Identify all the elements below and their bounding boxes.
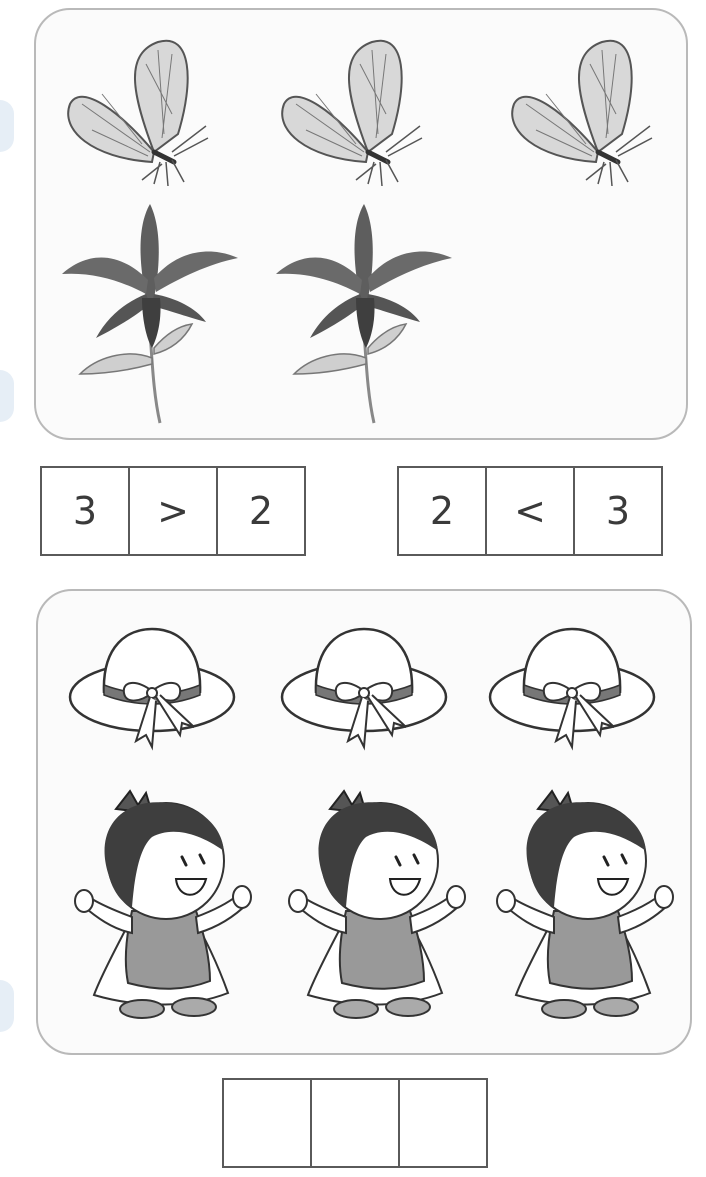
number-cell: 3 bbox=[72, 489, 98, 533]
number-cell: 2 bbox=[429, 489, 455, 533]
edge-decoration bbox=[0, 100, 14, 152]
answer-box[interactable] bbox=[310, 1080, 398, 1166]
number-cell: 2 bbox=[216, 468, 304, 554]
girl-icon bbox=[286, 787, 466, 1027]
butterfly-flower-panel bbox=[34, 8, 688, 440]
butterfly-icon bbox=[276, 34, 426, 194]
hat-icon bbox=[278, 623, 450, 753]
comparison-row bbox=[397, 466, 663, 556]
answer-box[interactable] bbox=[224, 1080, 310, 1166]
comparison-row bbox=[40, 466, 306, 556]
girl-icon bbox=[494, 787, 674, 1027]
girl-icon bbox=[72, 787, 252, 1027]
answer-row bbox=[222, 1078, 488, 1168]
flower-icon bbox=[270, 198, 460, 428]
edge-decoration bbox=[0, 980, 14, 1032]
edge-decoration bbox=[0, 370, 14, 422]
hat-icon bbox=[486, 623, 658, 753]
answer-box[interactable] bbox=[398, 1080, 486, 1166]
hat-girl-panel bbox=[36, 589, 692, 1055]
sign-cell: < bbox=[485, 468, 573, 554]
butterfly-icon bbox=[62, 34, 212, 194]
flower-icon bbox=[56, 198, 246, 428]
hat-icon bbox=[66, 623, 238, 753]
sign-cell: > bbox=[128, 468, 216, 554]
number-cell: 3 bbox=[573, 468, 661, 554]
butterfly-icon bbox=[506, 34, 656, 194]
